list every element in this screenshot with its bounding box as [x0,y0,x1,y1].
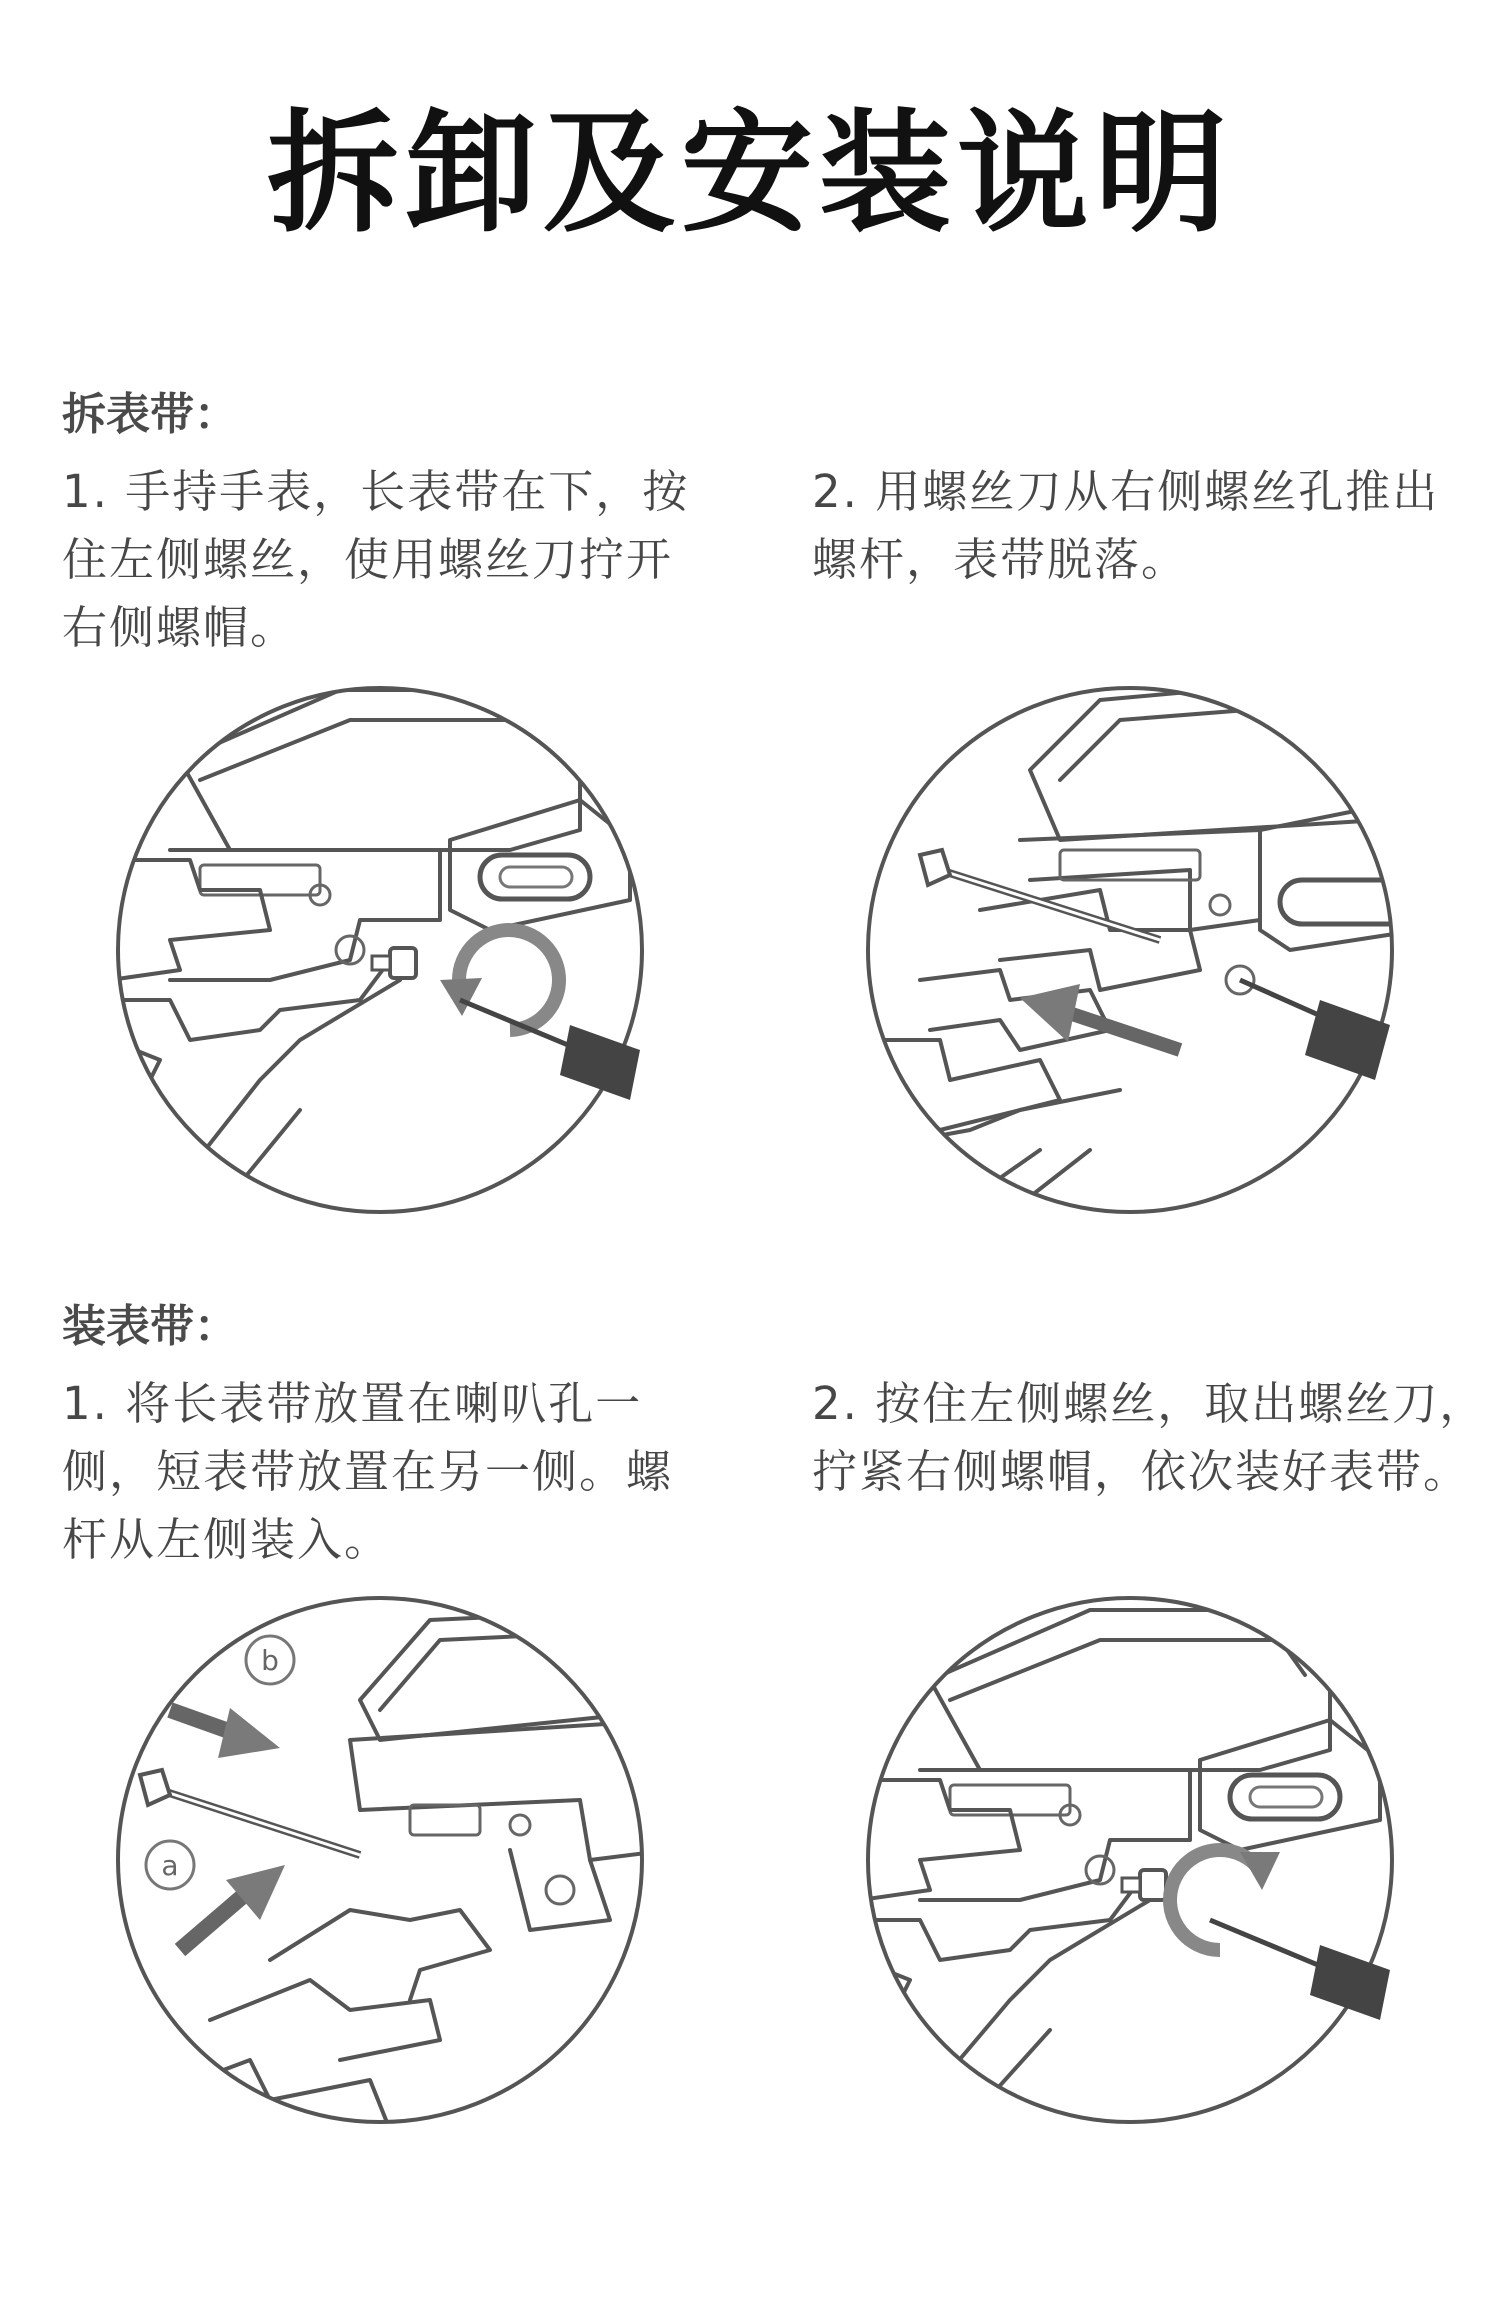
remove-section-heading: 拆表带： [62,389,238,440]
install-step-1-line: 1. 将长表带放置在喇叭孔一 [62,1377,643,1430]
marker-b-label: b [261,1644,279,1677]
install-section-heading: 装表带： [62,1301,238,1352]
remove-step-2-line: 2. 用螺丝刀从右侧螺丝孔推出 [812,465,1440,518]
remove-step-2 [812,458,1439,594]
remove-step-1-line: 住左侧螺丝，使用螺丝刀拧开 [62,533,674,586]
remove-step-1-line: 右侧螺帽。 [62,601,298,654]
remove-step-1 [62,458,689,662]
marker-a-label: a [161,1849,179,1882]
remove-step-2-line: 螺杆，表带脱落。 [812,533,1189,586]
marker-b [246,1636,294,1684]
remove-step-1-illustration [110,680,650,1224]
remove-step-2-illustration [860,680,1400,1224]
page-title: 拆卸及安装说明 [267,97,1233,251]
install-step-1-illustration [110,1590,650,2134]
install-step-1-line: 侧，短表带放置在另一侧。螺 [62,1445,674,1498]
install-step-2-line: 2. 按住左侧螺丝，取出螺丝刀， [812,1377,1487,1430]
install-step-1 [62,1370,673,1574]
install-step-1-line: 杆从左侧装入。 [62,1513,392,1566]
marker-a [146,1841,194,1889]
install-step-2 [812,1370,1486,1506]
install-step-2-line: 拧紧右侧螺帽，依次装好表带。 [812,1445,1471,1498]
install-step-2-illustration [860,1590,1400,2134]
remove-step-1-line: 1. 手持手表，长表带在下，按 [62,465,690,518]
